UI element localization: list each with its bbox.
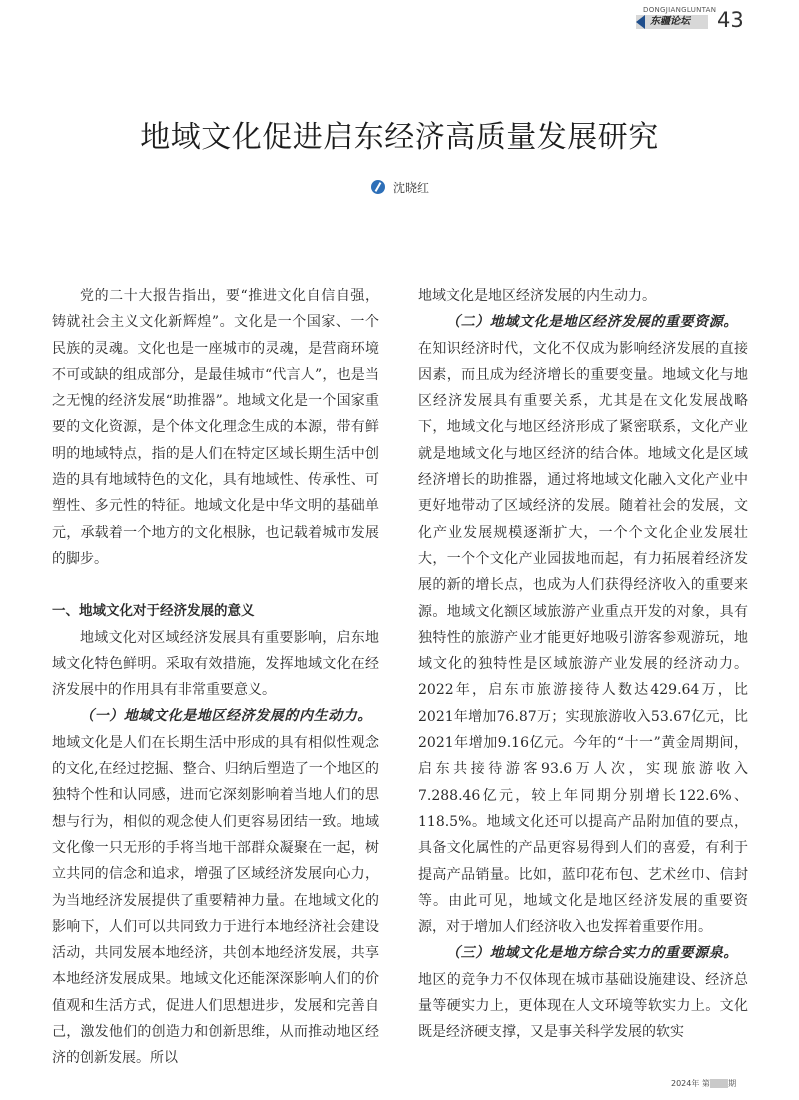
subsection-heading: （一）地域文化是地区经济发展的内生动力。 — [80, 708, 372, 725]
journal-name: 东疆论坛 — [650, 16, 690, 27]
spacer — [52, 572, 379, 598]
left-column — [52, 283, 379, 1072]
section-heading: 一、地域文化对于经济发展的意义 — [52, 603, 255, 620]
subsection-heading: （二）地域文化是地区经济发展的重要资源。 — [446, 314, 738, 331]
pen-icon — [371, 180, 385, 194]
author-name: 沈晓红 — [393, 180, 430, 195]
footer-issue-prefix: 第 — [701, 1079, 710, 1088]
footer-issue-suffix: 期 — [728, 1079, 737, 1088]
footer-year: 2024年 — [671, 1079, 700, 1088]
paragraph: 地区的竞争力不仅体现在城市基础设施建设、经济总量等硬实力上，更体现在人文环境等软实力上。文化既是经济硬支撑，又是事关科学发展的软实 — [418, 971, 748, 1041]
paragraph: 党的二十大报告指出，要“推进文化自信自强，铸就社会主义文化新辉煌”。文化是一个国家、一个民族的灵魂。文化也是一座城市的灵魂，是营商环境不可或缺的组成部分，是最佳城市“代言人”，也是当之无愧的经济发展“助推器”。地域文化是一个国家重要的文化资源，是个体文化理念生成的本源，带有鲜明的地域特点，指的是人们在特定区域长期生活中创造的具有地域特色的文化，具有地域性、传承性、可塑性、多元性的特征。地域文化是中华文明的基础单元，承载着一个地方的文化根脉，也记载着城市发展的脚步。 — [52, 288, 379, 567]
paragraph: 地域文化是人们在长期生活中形成的具有相似性观念的文化,在经过挖掘、整合、归纳后塑造了一个地区的独特个性和认同感，进而它深刻影响着当地人们的思想与行为，相似的观念使人们更容易团结一致。地域文化像一只无形的手将当地干部群众凝聚在一起，树立共同的信念和追求，增强了区域经济发展向心力，为当地经济发展提供了重要精神力量。在地域文化的影响下，人们可以共同致力于进行本地经济社会建设活动，共同发展本地经济，共创本地经济发展，共享本地经济发展成果。地域文化还能深深影响人们的价值观和生活方式，促进人们思想进步，发展和完善自己，激发他们的创造力和创新思维，从而推动地区经济的创新发展。所以 — [52, 734, 379, 1067]
page-number: 43 — [717, 8, 744, 32]
article-title: 地域文化促进启东经济高质量发展研究 — [140, 120, 659, 155]
journal-pinyin: DONGJIANGLUNTAN — [643, 6, 717, 14]
page-footer — [671, 1078, 736, 1089]
issue-number-box: 00 — [710, 1079, 728, 1088]
paragraph: 地域文化是地区经济发展的内生动力。 — [418, 288, 656, 304]
paragraph: 在知识经济时代，文化不仅成为影响经济发展的直接因素，而且成为经济增长的重要变量。地域文化与地区经济发展具有重要关系，尤其是在文化发展战略下，地域文化与地区经济形成了紧密联系，文化产业就是地域文化与地区经济的结合体。地域文化是区域经济增长的助推器，通过将地域文化融入文化产业中更好地带动了区域经济的发展。随着社会的发展，文化产业发展规模逐渐扩大，一个个文化企业发展壮大，一个个文化产业园拔地而起，有力拓展着经济发展的新的增长点，也成为人们获得经济收入的重要来源。地域文化额区域旅游产业重点开发的对象，具有独特性的旅游产业才能更好地吸引游客参观游玩，地域文化的独特性是区域旅游产业发展的经济动力。2022年，启东市旅游接待人数达429.64万，比2021年增加76.87万；实现旅游收入53.67亿元，比2021年增加9.16亿元。今年的“十一”黄金周期间，启东共接待游客93.6万人次，实现旅游收入7.288.46亿元，较上年同期分别增长122.6%、118.5%。地域文化还可以提高产品附加值的要点，具备文化属性的产品更容易得到人们的喜爱，有利于提高产品销量。比如，蓝印花布包、艺术丝巾、信封等。由此可见，地域文化是地区经济发展的重要资源，对于增加人们经济收入也发挥着重要作用。 — [418, 340, 748, 936]
subsection-heading: （三）地域文化是地方综合实力的重要源泉。 — [446, 945, 738, 962]
right-column — [418, 283, 748, 1046]
triangle-marker-icon — [636, 15, 645, 29]
author-byline — [371, 178, 429, 196]
paragraph: 地域文化对区域经济发展具有重要影响，启东地域文化特色鲜明。采取有效措施，发挥地域文化在经济发展中的作用具有非常重要意义。 — [52, 629, 379, 699]
